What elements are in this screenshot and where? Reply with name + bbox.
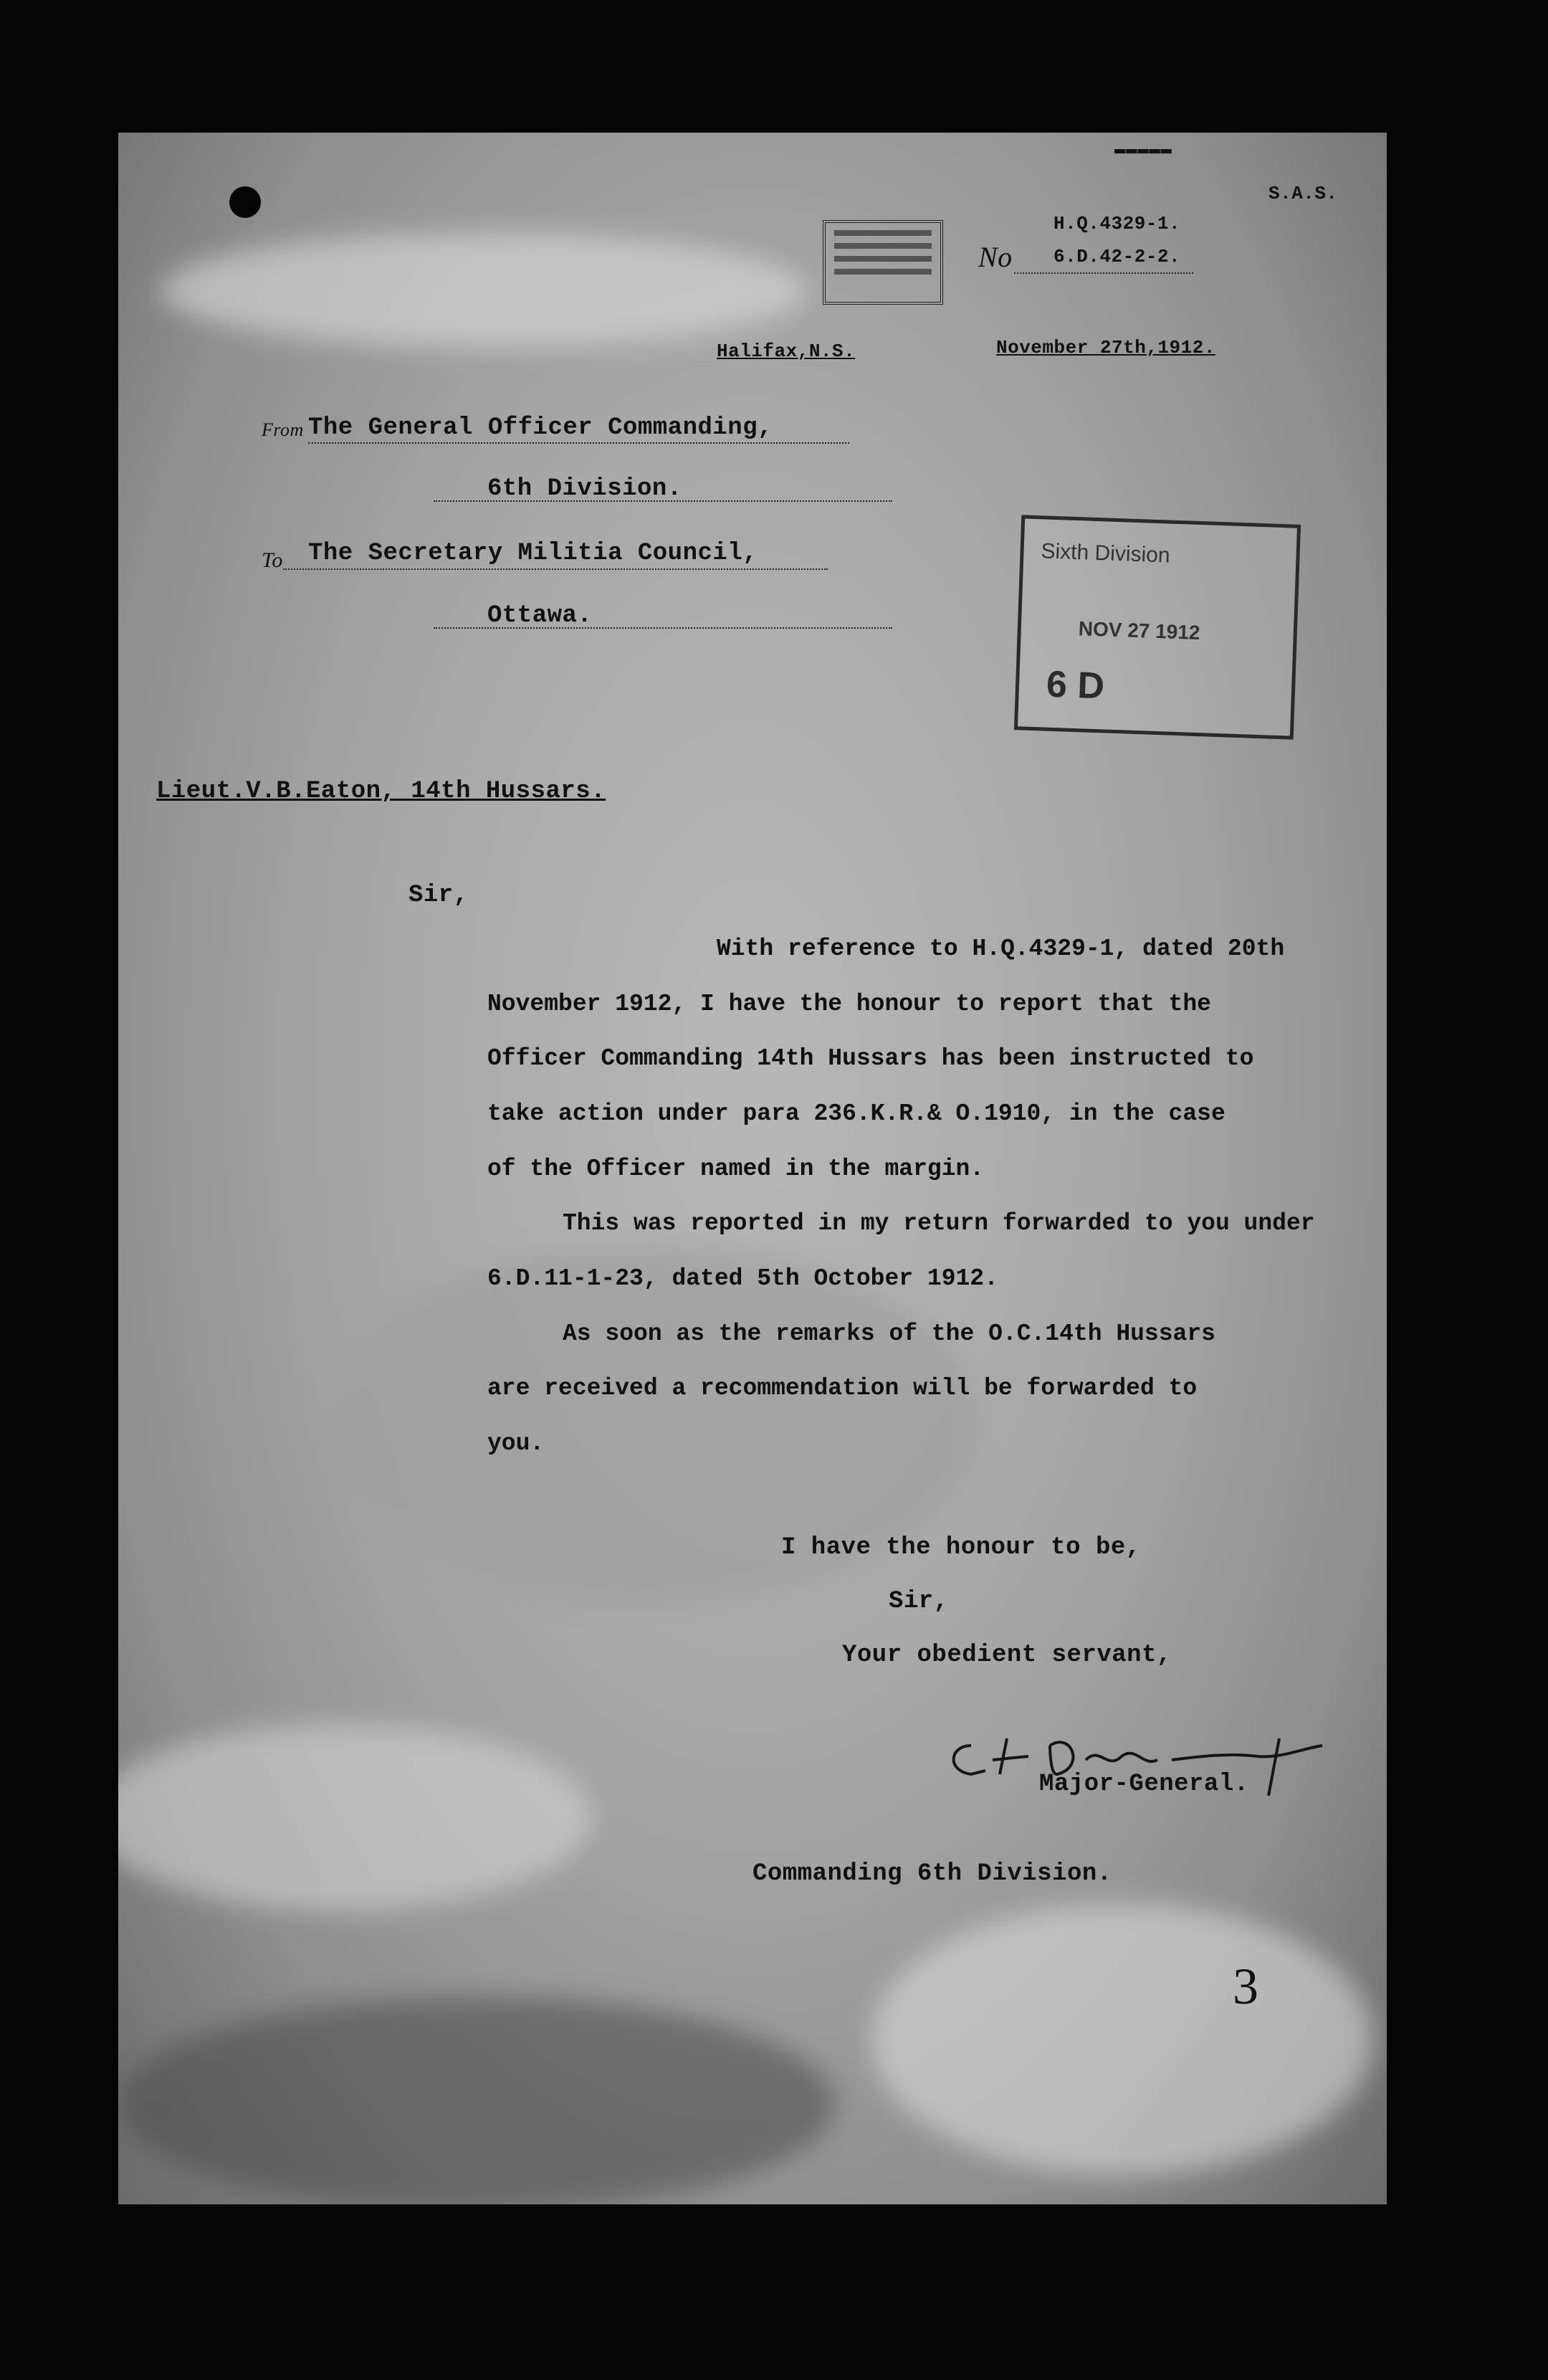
to-label: To <box>262 548 283 572</box>
received-stamp-date: NOV 27 1912 <box>1078 617 1200 644</box>
stain <box>118 1996 835 2204</box>
body-line: As soon as the remarks of the O.C.14th Hussars <box>563 1320 1215 1347</box>
to-underline-1 <box>283 568 828 570</box>
body-line: take action under para 236.K.R.& O.1910, in the case <box>487 1100 1226 1127</box>
body-line: This was reported in my return forwarded to you under <box>563 1210 1315 1237</box>
from-line-1: The General Officer Commanding, <box>308 414 773 442</box>
reference-underline <box>1014 272 1193 274</box>
salutation: Sir, <box>408 882 469 909</box>
to-line-1: The Secretary Militia Council, <box>308 540 758 567</box>
body-line: of the Officer named in the margin. <box>487 1156 985 1182</box>
reference-number-2: 6.D.42-2-2. <box>1054 246 1181 267</box>
document-page <box>118 133 1387 2204</box>
body-line: you. <box>487 1430 545 1457</box>
signatory-rank: Major-General. <box>1039 1771 1249 1798</box>
stain <box>161 233 806 348</box>
received-stamp-code: 6 D <box>1046 663 1106 708</box>
stain <box>118 1724 591 1910</box>
reference-label: No <box>978 241 1013 273</box>
stain <box>871 1903 1372 2176</box>
signatory-appointment: Commanding 6th Division. <box>752 1860 1112 1888</box>
page-number: 3 <box>1233 1958 1259 2015</box>
from-label: From <box>262 419 304 440</box>
body-line: Officer Commanding 14th Hussars has been instructed to <box>487 1045 1254 1072</box>
body-line: With reference to H.Q.4329-1, dated 20th <box>717 936 1285 962</box>
body-line: are received a recommendation will be forwarded to <box>487 1375 1198 1401</box>
received-stamp <box>1014 515 1301 739</box>
from-underline-1 <box>308 442 849 444</box>
corner-mark: S.A.S. <box>1268 183 1338 204</box>
body-line: November 1912, I have the honour to report that the <box>487 991 1211 1017</box>
closing-line-1: I have the honour to be, <box>781 1534 1141 1561</box>
closing-line-2: Sir, <box>889 1588 949 1615</box>
top-right-mark: ▬▬▬▬▬ <box>1114 138 1172 160</box>
file-stamp <box>823 220 943 305</box>
reference-number-1: H.Q.4329-1. <box>1054 213 1181 234</box>
from-underline-2 <box>434 500 892 502</box>
from-line-2: 6th Division. <box>487 475 682 503</box>
received-stamp-office: Sixth Division <box>1041 539 1171 568</box>
subject-line: Lieut.V.B.Eaton, 14th Hussars. <box>156 778 606 805</box>
punch-hole <box>229 186 261 218</box>
place: Halifax,N.S. <box>717 341 856 362</box>
closing-line-3: Your obedient servant, <box>842 1642 1172 1669</box>
to-line-2: Ottawa. <box>487 602 593 629</box>
date: November 27th,1912. <box>996 337 1215 358</box>
to-underline-2 <box>434 627 892 629</box>
body-line: 6.D.11-1-23, dated 5th October 1912. <box>487 1265 998 1292</box>
